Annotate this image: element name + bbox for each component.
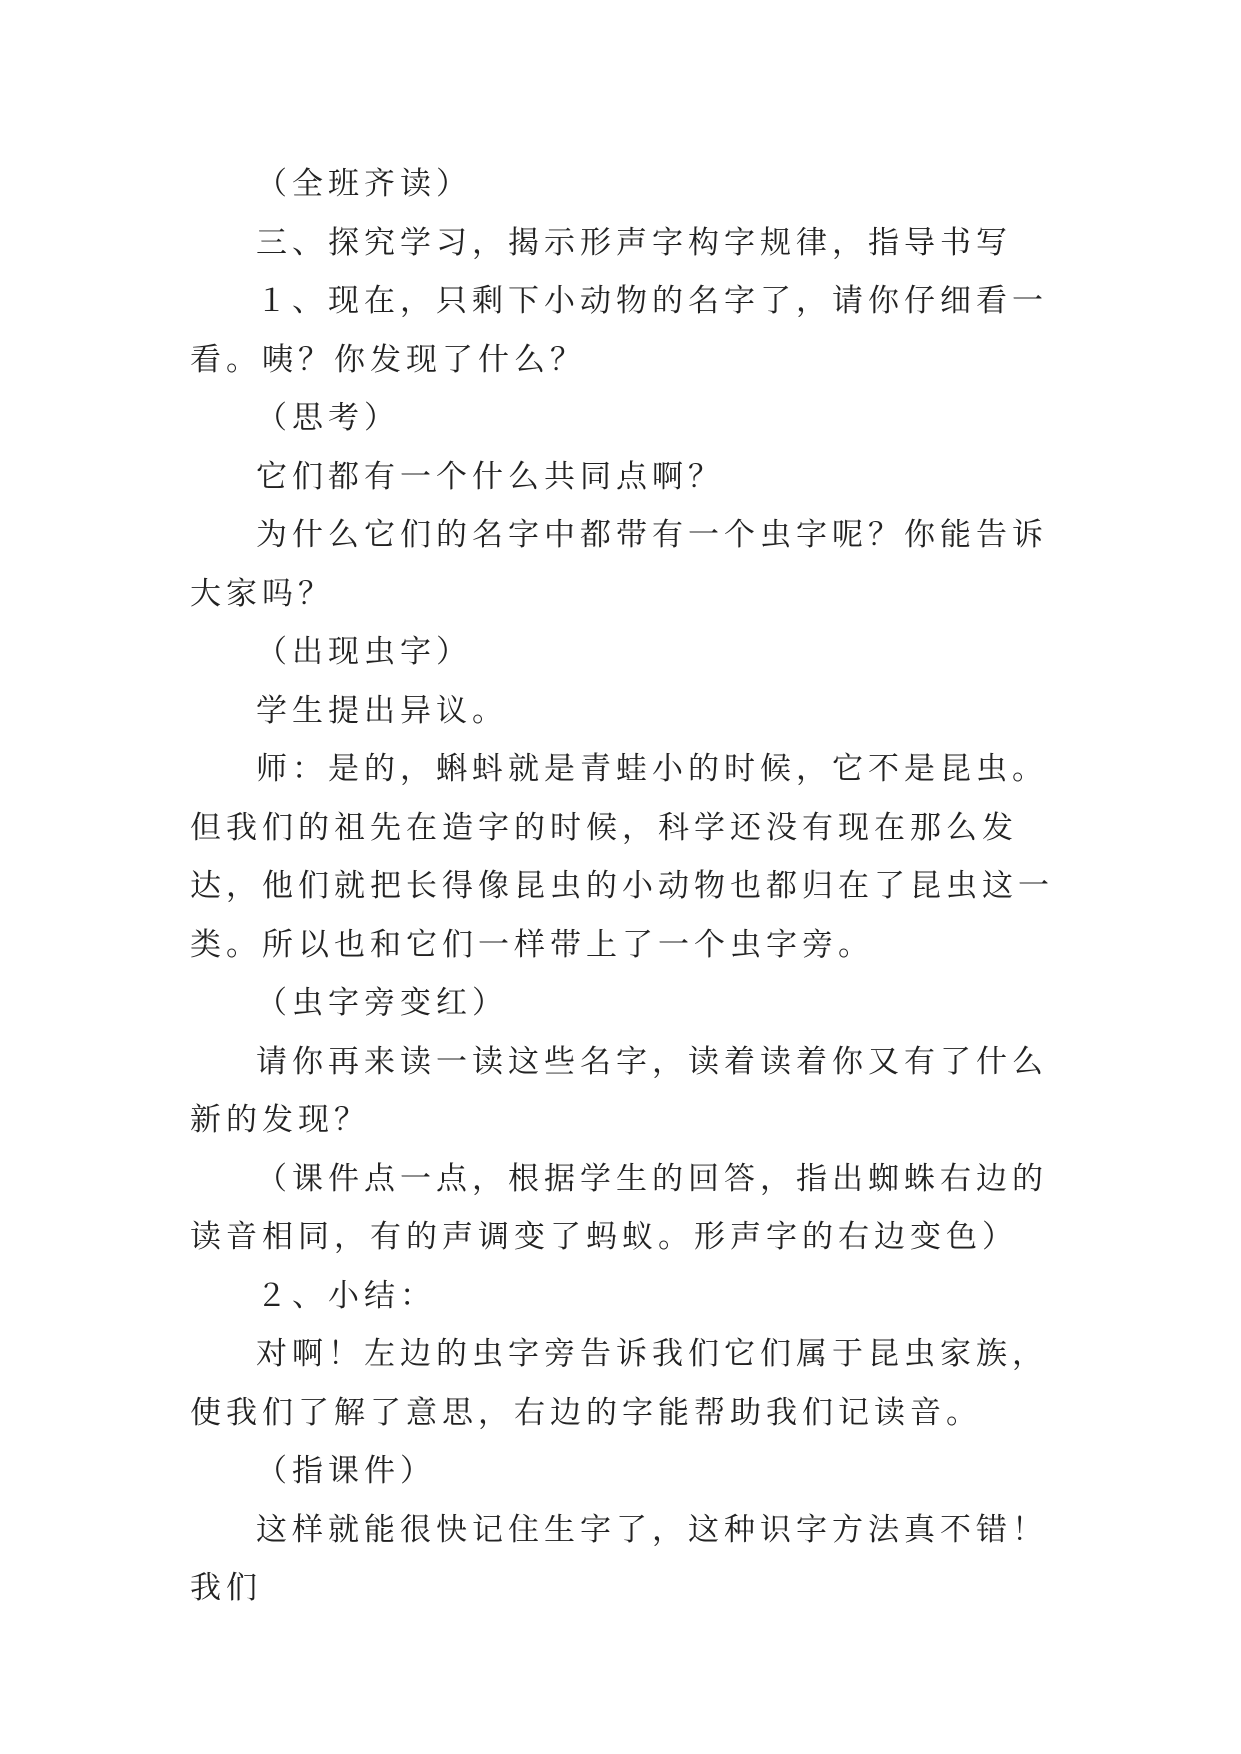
paragraph-whole-class-reading: （全班齐读）	[256, 166, 472, 202]
paragraph-why-insect-question: 为什么它们的名字中都带有一个虫字呢？你能告诉大家吗？	[190, 517, 1048, 612]
paragraph-read-again: 请你再来读一读这些名字，读着读着你又有了什么新的发现？	[190, 1043, 1048, 1138]
paragraph-show-insect-char: （出现虫字）	[256, 634, 472, 670]
paragraph-method-praise: 这样就能很快记住生字了，这种识字方法真不错！我们	[190, 1511, 1048, 1606]
paragraph-step-2-summary: ２、小结：	[256, 1277, 436, 1314]
document-body	[190, 155, 1060, 1618]
paragraph-summary-text: 对啊！左边的虫字旁告诉我们它们属于昆虫家族，使我们了解了意思，右边的字能帮助我们记读音。	[190, 1336, 1048, 1431]
section-heading-exploration: 三、探究学习，揭示形声字构字规律，指导书写	[256, 224, 1012, 261]
paragraph-thinking: （思考）	[256, 400, 400, 436]
paragraph-step-1: １、现在，只剩下小动物的名字了，请你仔细看一看。咦？你发现了什么？	[190, 283, 1048, 378]
paragraph-student-objection: 学生提出异议。	[256, 692, 508, 729]
paragraph-teacher-explanation: 师：是的，蝌蚪就是青蛙小的时候，它不是昆虫。但我们的祖先在造字的时候，科学还没有现在那么发达，他们就把长得像昆虫的小动物也都归在了昆虫这一类。所以也和它们一样带上了一个虫字旁。	[190, 751, 1054, 963]
paragraph-courseware-note: （课件点一点，根据学生的回答，指出蜘蛛右边的读音相同，有的声调变了蚂蚁。形声字的右边变色）	[190, 1160, 1048, 1255]
paragraph-point-courseware: （指课件）	[256, 1453, 436, 1489]
paragraph-common-point-question: 它们都有一个什么共同点啊？	[256, 458, 724, 495]
paragraph-radical-red: （虫字旁变红）	[256, 985, 508, 1021]
